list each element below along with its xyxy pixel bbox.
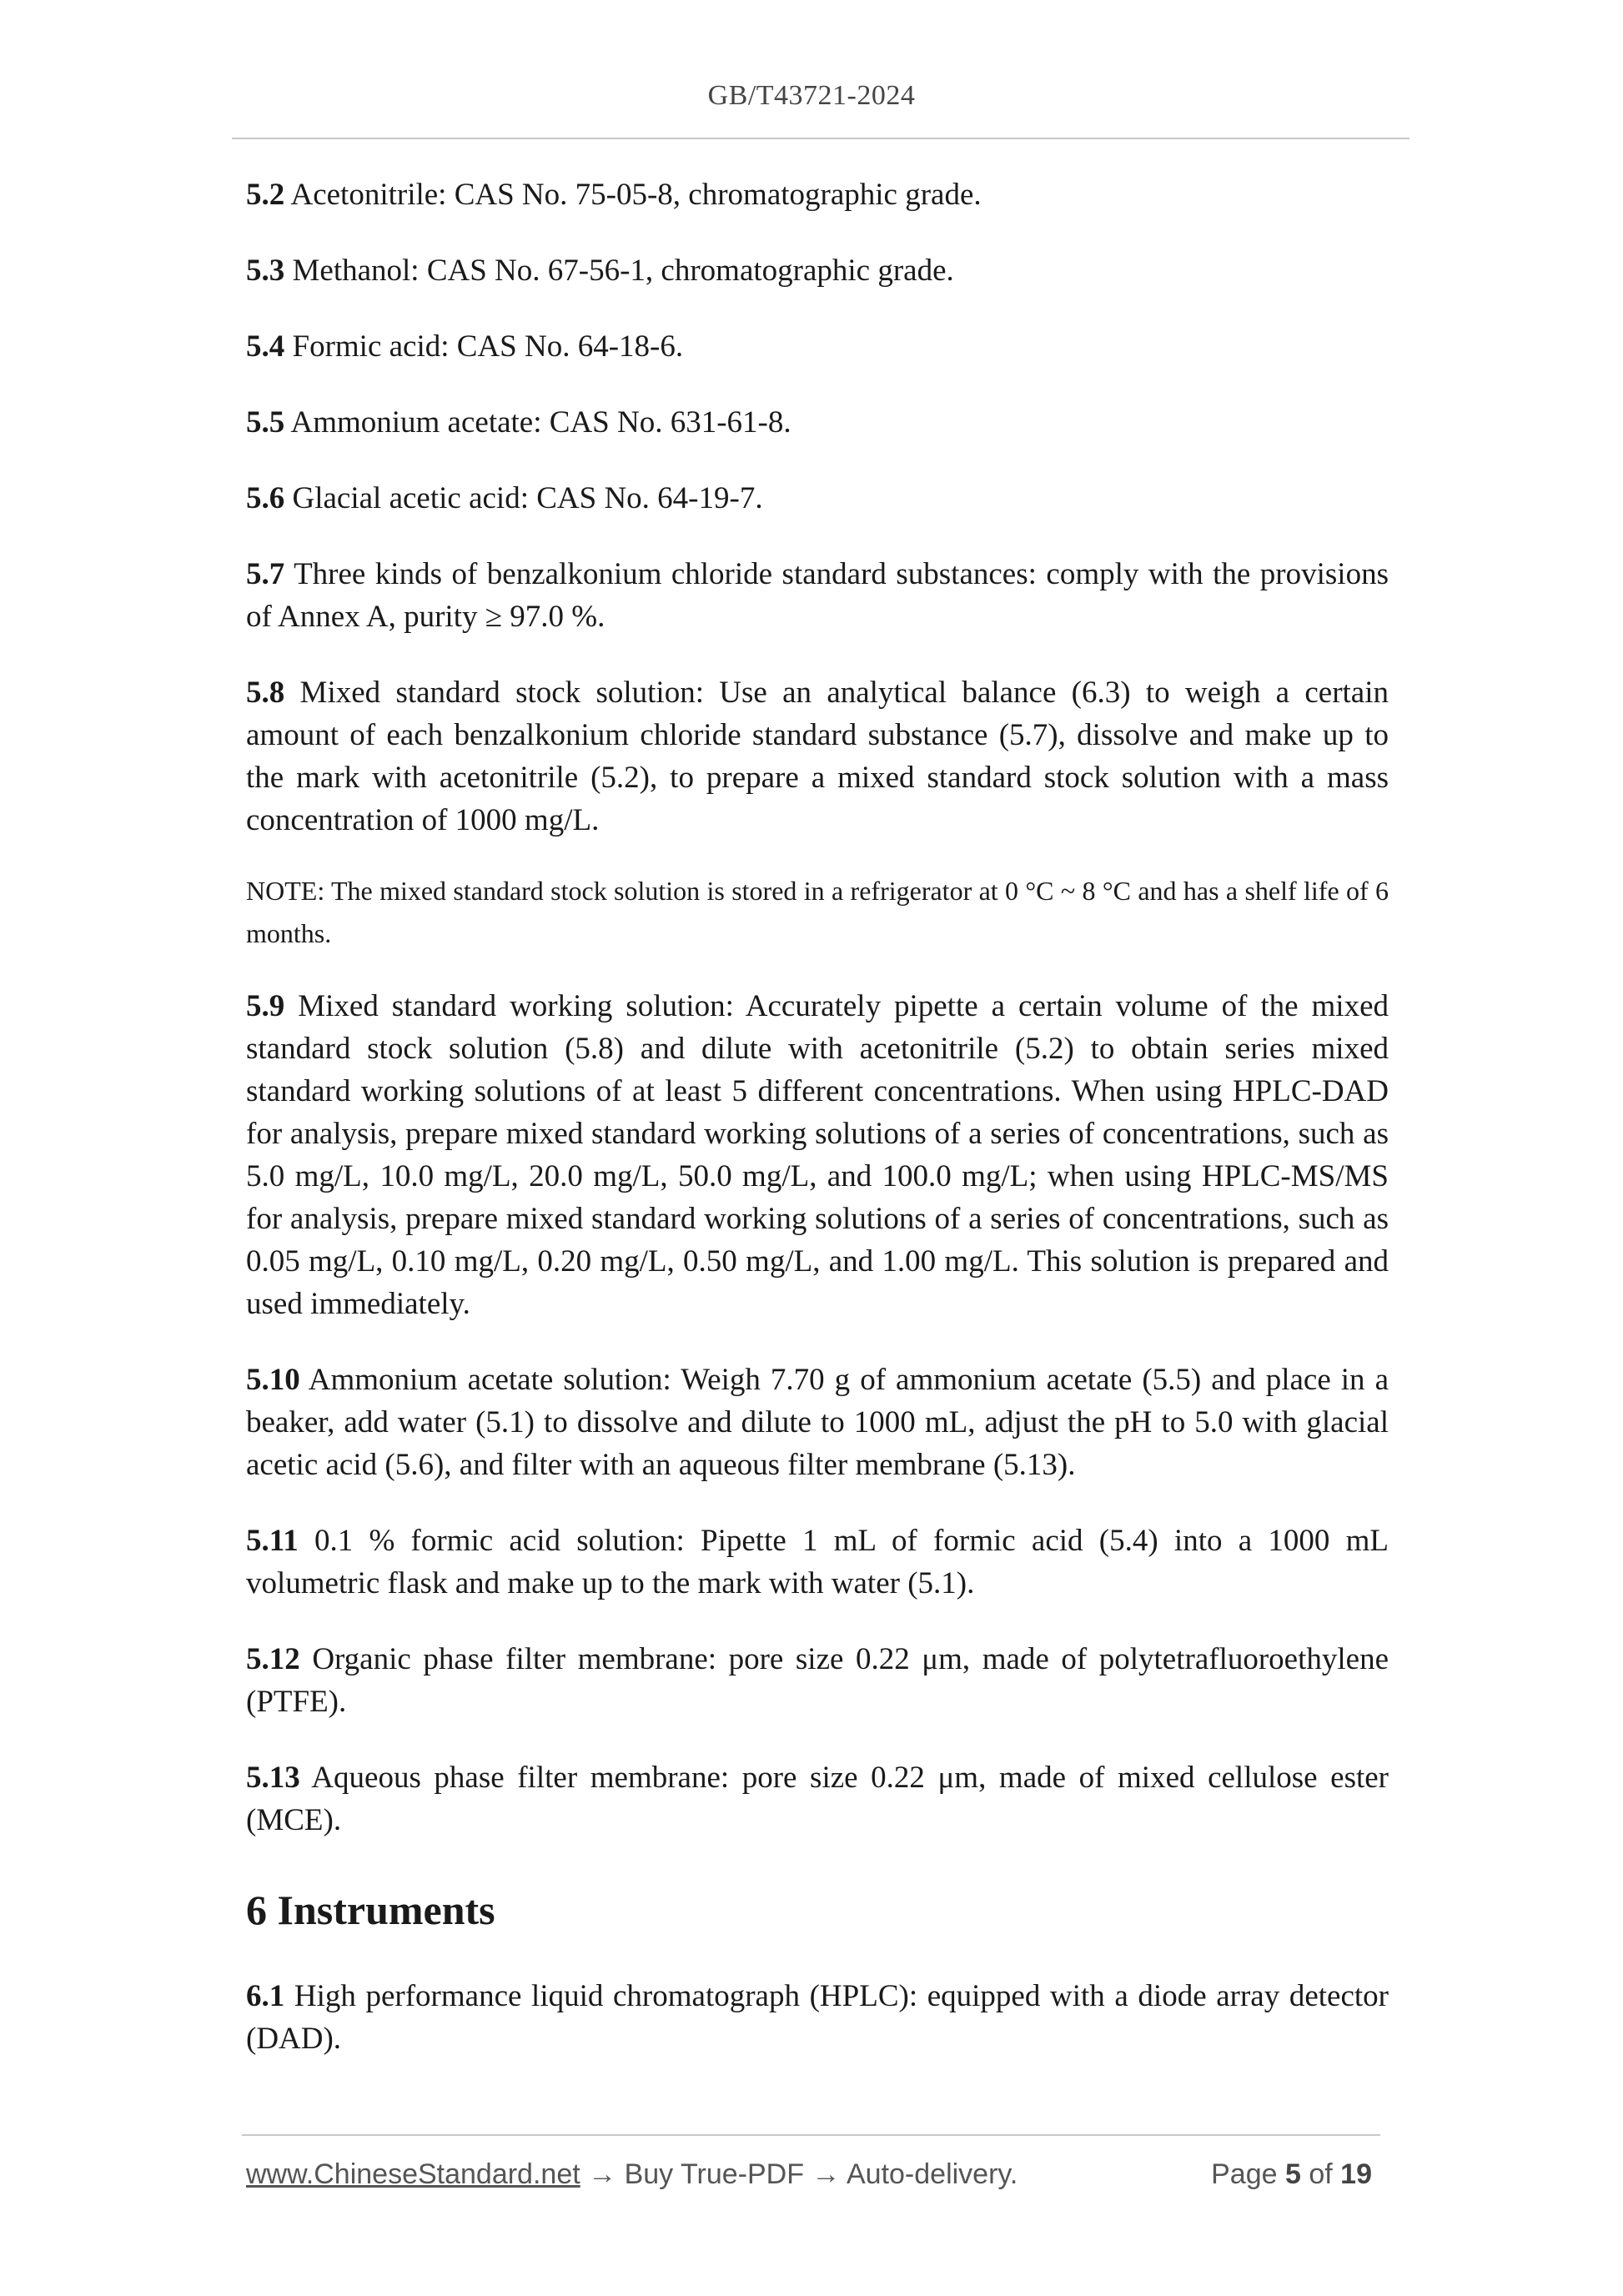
- clause-number: 5.9: [246, 989, 285, 1023]
- clause-5-6: [246, 477, 1389, 520]
- clause-5-7: [246, 553, 1389, 638]
- clause-text: Acetonitrile: CAS No. 75-05-8, chromatographic grade.: [290, 178, 982, 212]
- clause-5-8: [246, 671, 1389, 842]
- clause-number: 5.13: [246, 1761, 300, 1795]
- header-divider: [232, 138, 1409, 139]
- clause-text: Mixed standard stock solution: Use an analytical balance (6.3) to weigh a certain amount of each benzalkonium chloride standard substance (5.7), dissolve and make up to the mark with acetonitrile (5.2), to prepare a mixed standard stock solution with a mass concentration of 1000 mg/L.: [246, 676, 1389, 837]
- clause-text: Glacial acetic acid: CAS No. 64-19-7.: [292, 481, 763, 515]
- footer-divider: [242, 2134, 1380, 2136]
- clause-5-12: [246, 1638, 1389, 1723]
- clause-5-2: [246, 173, 1389, 216]
- clause-text: Ammonium acetate: CAS No. 631-61-8.: [290, 405, 791, 440]
- page-label: Page: [1211, 2158, 1278, 2190]
- clause-6-1: [246, 1975, 1389, 2060]
- clause-text: Ammonium acetate solution: Weigh 7.70 g of ammonium acetate (5.5) and place in a beaker, add water (5.1) to dissolve and dilute to 1000 mL, adjust the pH to 5.0 with glacial acetic acid (5.6), and filter with an aqueous filter membrane (5.13).: [246, 1363, 1389, 1482]
- clause-number: 5.6: [246, 481, 285, 515]
- clause-number: 5.2: [246, 178, 285, 212]
- clause-number: 6.1: [246, 1979, 285, 2013]
- clause-text: High performance liquid chromatograph (HPLC): equipped with a diode array detector (DAD).: [246, 1979, 1389, 2056]
- note-text: NOTE: The mixed standard stock solution is stored in a refrigerator at 0 °C ~ 8 °C and has a shelf life of 6 months.: [246, 876, 1389, 948]
- page-indicator: [1211, 2158, 1372, 2191]
- clause-5-10: [246, 1359, 1389, 1486]
- clause-number: 5.10: [246, 1363, 300, 1397]
- clause-5-3: [246, 249, 1389, 292]
- clause-text: Formic acid: CAS No. 64-18-6.: [292, 329, 684, 364]
- clause-text: Aqueous phase filter membrane: pore size 0.22 μm, made of mixed cellulose ester (MCE).: [246, 1761, 1389, 1837]
- clause-number: 5.11: [246, 1524, 299, 1558]
- clause-text: Methanol: CAS No. 67-56-1, chromatographic grade.: [292, 254, 954, 288]
- clause-text: Mixed standard working solution: Accurately pipette a certain volume of the mixed standard stock solution (5.8) and dilute with acetonitrile (5.2) to obtain series mixed standard working solutions of at least 5 different concentrations. When using HPLC-DAD for analysis, prepare mixed standard working solutions of a series of concentrations, such as 5.0 mg/L, 10.0 mg/L, 20.0 mg/L, 50.0 mg/L, and 100.0 mg/L; when using HPLC-MS/MS for analysis, prepare mixed standard working solutions of a series of concentrations, such as 0.05 mg/L, 0.10 mg/L, 0.20 mg/L, 0.50 mg/L, and 1.00 mg/L. This solution is prepared and used immediately.: [246, 989, 1389, 1321]
- section-heading: 6 Instruments: [246, 1887, 495, 1933]
- clause-5-4: [246, 325, 1389, 368]
- clause-text: 0.1 % formic acid solution: Pipette 1 mL of formic acid (5.4) into a 1000 mL volumetric flask and make up to the mark with water (5.1).: [246, 1524, 1389, 1600]
- clause-number: 5.7: [246, 557, 285, 591]
- clause-5-13: [246, 1756, 1389, 1841]
- clause-5-11: [246, 1520, 1389, 1605]
- website-link[interactable]: www.ChineseStandard.net: [246, 2158, 580, 2190]
- clause-number: 5.8: [246, 676, 285, 710]
- clause-number: 5.5: [246, 405, 285, 440]
- document-body: [246, 173, 1389, 2093]
- total-pages-number: 19: [1340, 2158, 1372, 2190]
- clause-number: 5.12: [246, 1642, 300, 1676]
- page-footer: [246, 2158, 1380, 2197]
- document-header-id: GB/T43721-2024: [707, 80, 916, 111]
- of-label: of: [1309, 2158, 1333, 2190]
- current-page-number: 5: [1284, 2158, 1301, 2190]
- clause-number: 5.3: [246, 254, 285, 288]
- clause-number: 5.4: [246, 329, 285, 364]
- clause-text: Organic phase filter membrane: pore size 0.22 μm, made of polytetrafluoroethylene (PTFE).: [246, 1642, 1389, 1719]
- clause-text: Three kinds of benzalkonium chloride standard substances: comply with the provisions of Annex A, purity ≥ 97.0 %.: [246, 557, 1389, 634]
- clause-5-5: [246, 401, 1389, 444]
- footer-promo: [246, 2158, 1018, 2191]
- clause-5-9: [246, 985, 1389, 1325]
- footer-tagline: → Buy True-PDF → Auto-delivery.: [588, 2158, 1018, 2190]
